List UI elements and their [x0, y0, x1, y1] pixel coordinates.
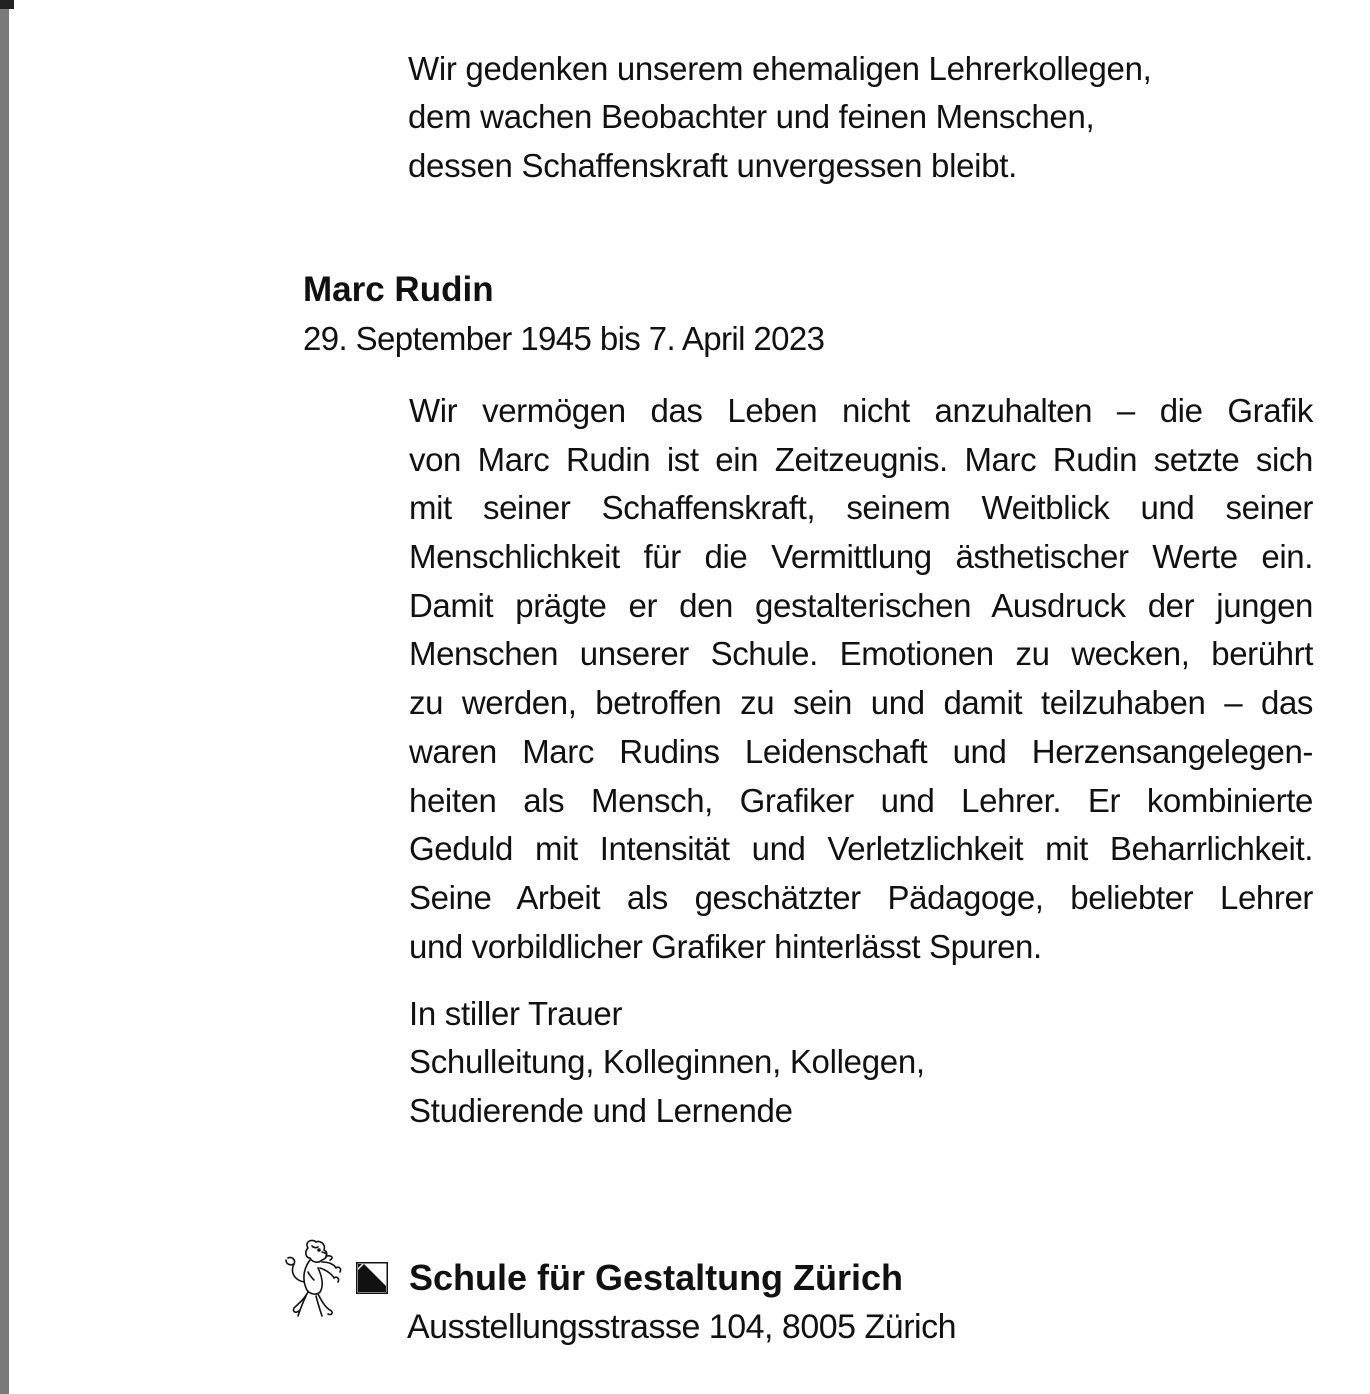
- deceased-name: Marc Rudin: [303, 270, 494, 309]
- tribute-line: Menschlichkeit für die Vermittlung ästhetischer Werte ein.: [409, 538, 1313, 576]
- tribute-line: zu werden, betroffen zu sein und damit teilzuhaben – das: [409, 684, 1313, 722]
- life-dates: 29. September 1945 bis 7. April 2023: [303, 320, 825, 357]
- tribute-paragraph: [409, 387, 1313, 971]
- tribute-line: mit seiner Schaffenskraft, seinem Weitblick und seiner: [409, 489, 1313, 527]
- zurich-canton-shield-icon: [356, 1262, 388, 1294]
- school-address: Ausstellungsstrasse 104, 8005 Zürich: [407, 1308, 956, 1346]
- tribute-line: Menschen unserer Schule. Emotionen zu wecken, berührt: [409, 635, 1313, 673]
- tribute-line: Geduld mit Intensität und Verletzlichkeit mit Beharrlichkeit.: [409, 830, 1313, 868]
- page-edge-notch: [0, 0, 14, 9]
- intro-line-3: dessen Schaffenskraft unvergessen bleibt.: [408, 147, 1017, 184]
- tribute-line: Wir vermögen das Leben nicht anzuhalten – die Grafik: [409, 392, 1313, 429]
- closing-line-2: Schulleitung, Kolleginnen, Kollegen,: [409, 1043, 925, 1080]
- tribute-line: waren Marc Rudins Leidenschaft und Herzensangelegen-: [409, 732, 1313, 770]
- intro-line-2: dem wachen Beobachter und feinen Menschen,: [408, 98, 1095, 135]
- closing-line-1: In stiller Trauer: [409, 995, 623, 1032]
- tribute-line: von Marc Rudin ist ein Zeitzeugnis. Marc Rudin setzte sich: [409, 440, 1313, 478]
- intro-line-1: Wir gedenken unserem ehemaligen Lehrerkollegen,: [408, 50, 1152, 87]
- tribute-line: Seine Arbeit als geschätzter Pädagoge, beliebter Lehrer: [409, 878, 1313, 916]
- tribute-line: und vorbildlicher Grafiker hinterlässt Spuren.: [409, 927, 1042, 965]
- tribute-line: heiten als Mensch, Grafiker und Lehrer. Er kombinierte: [409, 781, 1313, 819]
- school-name: Schule für Gestaltung Zürich: [409, 1257, 904, 1298]
- tribute-line: Damit prägte er den gestalterischen Ausdruck der jungen: [409, 586, 1313, 624]
- closing-line-3: Studierende und Lernende: [409, 1092, 793, 1129]
- page-edge-bar: [0, 0, 9, 1394]
- lion-emblem-icon: [282, 1238, 344, 1320]
